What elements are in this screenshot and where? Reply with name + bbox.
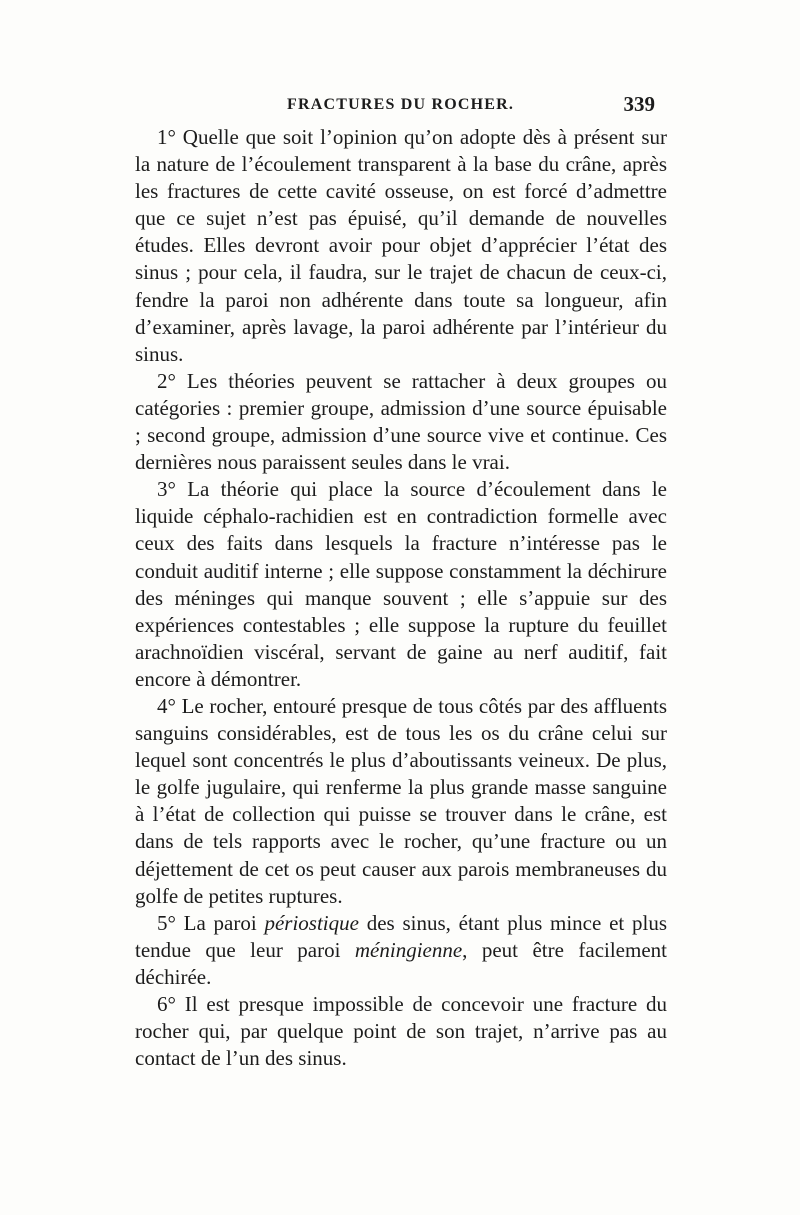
paragraph-5-text-a: 5° La paroi <box>157 910 265 935</box>
paragraph-2: 2° Les théories peuvent se rattacher à deux groupes ou catégories : premier groupe, admission d’une source épuisable ; second groupe, admission d’une source vive et continue. Ces dernières nous paraissent seules dans le vrai. <box>135 368 667 475</box>
running-title: FRACTURES DU ROCHER. <box>287 96 515 113</box>
paragraph-1: 1° Quelle que soit l’opinion qu’on adopte dès à présent sur la nature de l’écoulement transparent à la base du crâne, après les fractures de cette cavité osseuse, on est forcé d’admettre que ce sujet n’est pas épuisé, qu’il demande de nouvelles études. Elles devront avoir pour objet d’apprécier l’état des sinus ; pour cela, il faudra, sur le trajet de chacun de ceux-ci, fendre la paroi non adhérente dans toute sa longueur, afin d’examiner, après lavage, la paroi adhérente par l’intérieur du sinus. <box>135 125 667 366</box>
paragraph-5 <box>135 910 667 991</box>
paragraph-4: 4° Le rocher, entouré presque de tous côtés par des affluents sanguins considérables, est de tous les os du crâne celui sur lequel sont concentrés le plus d’aboutissants veineux. De plus, le golfe jugulaire, qui renferme la plus grande masse sanguine à l’état de collection qui puisse se trouver dans le crâne, est dans de tels rapports avec le rocher, qu’une fracture ou un déjettement de cet os peut causer aux parois membraneuses du golfe de petites ruptures. <box>135 693 667 908</box>
paragraph-5-text-c: , peut être facilement déchirée. <box>135 937 667 989</box>
paragraph-5-italic-meningienne: méningienne <box>354 937 463 962</box>
body-text <box>135 124 667 1072</box>
paragraph-3: 3° La théorie qui place la source d’écoulement dans le liquide céphalo-rachidien est en contradiction formelle avec ceux des faits dans lesquels la fracture n’intéresse pas le conduit auditif interne ; elle suppose constamment la déchirure des méninges qui manque souvent ; elle s’appuie sur des expériences contestables ; elle suppose la rupture du feuillet arachnoïdien viscéral, servant de gaine au nerf auditif, fait encore à démontrer. <box>135 477 667 691</box>
paragraph-6: 6° Il est presque impossible de concevoir une fracture du rocher qui, par quelque point de son trajet, n’arrive pas au contact de l’un des sinus. <box>135 992 667 1071</box>
page-number: 339 <box>623 92 655 116</box>
page-header <box>137 92 657 122</box>
paragraph-5-text-b: des sinus, étant plus mince et plus tendue que leur paroi <box>135 910 667 962</box>
paragraph-5-italic-periostique: périostique <box>264 910 359 935</box>
